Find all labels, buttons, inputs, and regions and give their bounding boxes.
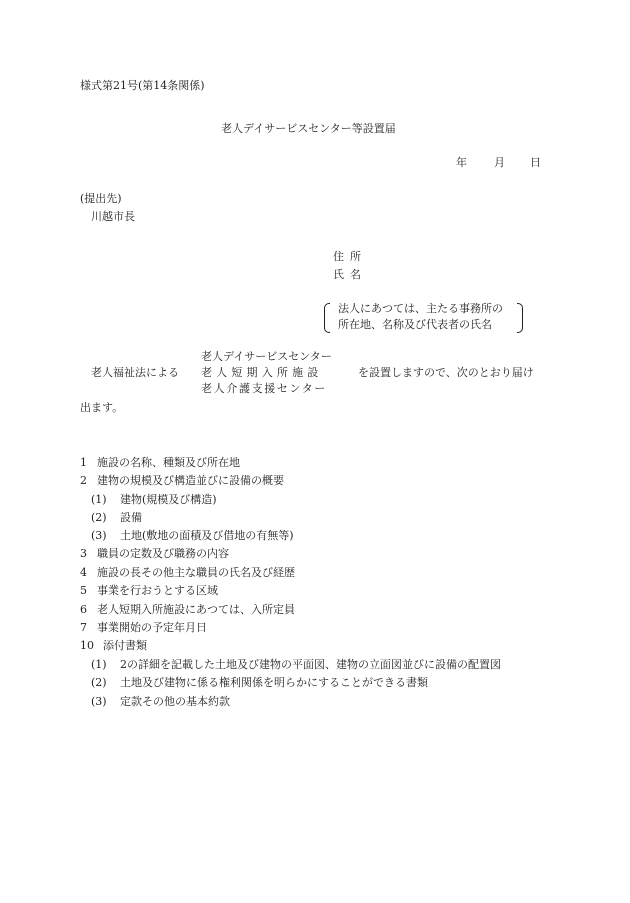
- document-title: 老人デイサービスセンター等設置届: [221, 122, 396, 135]
- list-item: (1) 2の詳細を記載した土地及び建物の平面図、建物の立面図並びに設備の配置図: [91, 658, 501, 671]
- list-item: 10 添付書類: [80, 639, 147, 652]
- note-left-bracket: [324, 303, 330, 333]
- list-item: (2) 土地及び建物に係る権利関係を明らかにすることができる書類: [91, 676, 428, 689]
- list-item: 7 事業開始の予定年月日: [80, 621, 207, 634]
- statement-law: 老人福祉法による: [91, 366, 179, 379]
- list-item: (3) 土地(敷地の面積及び借地の有無等): [91, 529, 294, 542]
- statement-option-day-service: 老人デイサービスセンター: [201, 350, 332, 363]
- note-line-2: 所在地、名称及び代表者の氏名: [338, 318, 492, 331]
- statement-continuation: 出ます。: [80, 401, 124, 414]
- list-item: 1 施設の名称、種類及び所在地: [80, 456, 240, 469]
- form-number: 様式第21号(第14条関係): [80, 79, 205, 92]
- date-year-label: 年: [456, 156, 467, 169]
- recipient-name: 川越市長: [91, 210, 135, 223]
- note-line-1: 法人にあつては、主たる事務所の: [338, 302, 503, 315]
- list-item: 3 職員の定数及び職務の内容: [80, 547, 229, 560]
- recipient-label: (提出先): [80, 192, 122, 205]
- name-label: 氏名: [333, 268, 368, 281]
- statement-option-short-stay: 老人短期入所施設: [201, 366, 323, 379]
- list-item: 2 建物の規模及び構造並びに設備の概要: [80, 474, 284, 487]
- list-item: (2) 設備: [91, 511, 142, 524]
- list-item: 4 施設の長その他主な職員の氏名及び経歴: [80, 566, 295, 579]
- list-item: (1) 建物(規模及び構造): [91, 493, 217, 506]
- statement-suffix: を設置しますので、次のとおり届け: [358, 366, 534, 379]
- list-item: (3) 定款その他の基本約款: [91, 695, 230, 708]
- date-month-label: 月: [494, 156, 505, 169]
- address-label: 住所: [333, 250, 368, 263]
- list-item: 6 老人短期入所施設にあつては、入所定員: [80, 603, 295, 616]
- statement-option-care-support: 老人介護支援センター: [201, 382, 328, 395]
- list-item: 5 事業を行おうとする区域: [80, 584, 218, 597]
- date-day-label: 日: [530, 156, 541, 169]
- note-right-bracket: [517, 303, 523, 333]
